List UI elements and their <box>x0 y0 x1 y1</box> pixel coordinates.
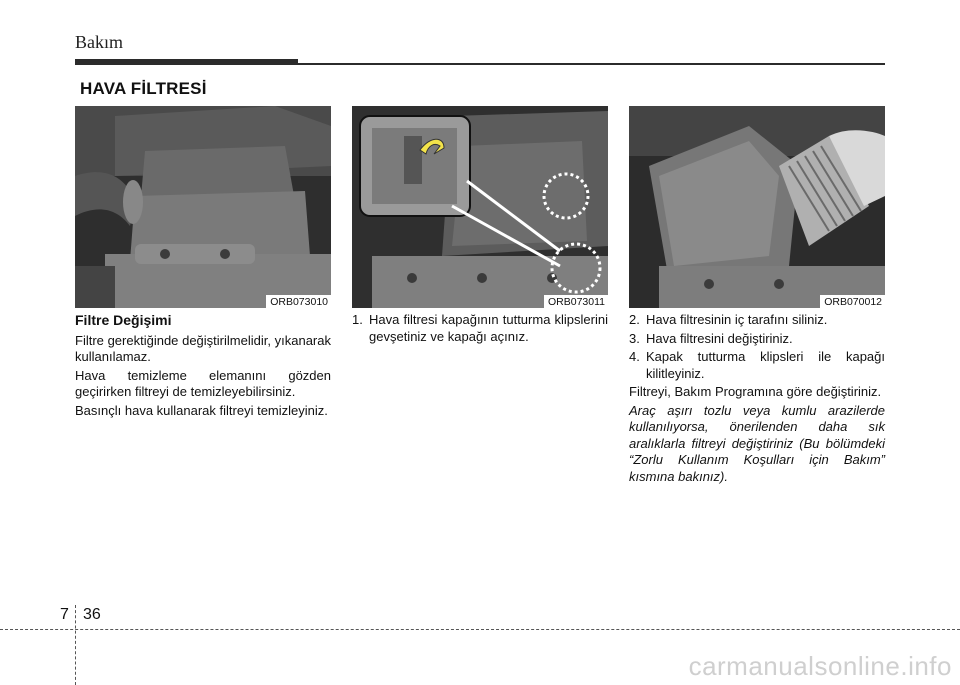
photo-caption: ORB073010 <box>266 295 331 308</box>
air-filter-replacement-icon <box>629 106 885 308</box>
paragraph: Hava temizleme elemanını gözden geçirirken filtreyi de temizleyebilirsiniz. <box>75 367 331 399</box>
photo-air-filter-box <box>75 106 331 308</box>
step-text: Hava filtresi kapağının tutturma klipslerini gevşetiniz ve kapağı açınız. <box>369 312 608 344</box>
paragraph: Basınçlı hava kullanarak filtreyi temizleyiniz. <box>75 402 328 418</box>
air-filter-clip-release-icon <box>352 106 608 308</box>
engine-bay-air-filter-box-icon <box>75 106 331 308</box>
step-number: 1. <box>352 312 363 327</box>
subhead-filter-change: Filtre Değişimi <box>75 312 172 328</box>
photo-caption: ORB073011 <box>544 295 608 308</box>
watermark-link[interactable]: carmanualsonline.info <box>688 651 952 681</box>
step-text: Hava filtresinin iç tarafını siliniz. <box>646 312 828 327</box>
step-item <box>629 312 885 329</box>
header-rule-thin <box>298 63 885 65</box>
page-header-title: Bakım <box>75 32 123 52</box>
section-title: HAVA FİLTRESİ <box>80 79 207 98</box>
paragraph: Filtreyi, Bakım Programına göre değiştiriniz. <box>629 384 882 399</box>
note-italic: Araç aşırı tozlu veya kumlu arazilerde kullanılıyorsa, önerilenden daha sık aralıklarla filtreyi değiştiriniz (Bu bölümdeki “Zorlu Kullanım Koşulları için Bakım” kısmına bakınız). <box>629 402 885 484</box>
page-number: 36 <box>83 606 101 623</box>
step-text: Kapak tutturma klipsleri ile kapağı kilitleyiniz. <box>646 349 885 381</box>
header-rule-thick <box>75 59 298 65</box>
step-number: 4. <box>629 349 640 364</box>
step-item <box>629 331 885 348</box>
step-item <box>352 312 608 345</box>
footer-divider <box>0 629 960 630</box>
step-item <box>629 349 885 382</box>
photo-filter-replacement <box>629 106 885 308</box>
column-steps-2 <box>629 312 885 487</box>
chapter-number: 7 <box>60 606 69 623</box>
column-steps-1 <box>352 312 608 347</box>
step-number: 2. <box>629 312 640 327</box>
paragraph: Filtre gerektiğinde değiştirilmelidir, yıkanarak kullanılamaz. <box>75 332 331 364</box>
step-number: 3. <box>629 330 640 346</box>
footer-vertical-divider <box>75 605 76 685</box>
photo-caption: ORB070012 <box>820 295 885 308</box>
photo-clip-release <box>352 106 608 308</box>
column-filter-change <box>75 312 331 421</box>
step-text: Hava filtresini değiştiriniz. <box>646 330 793 346</box>
